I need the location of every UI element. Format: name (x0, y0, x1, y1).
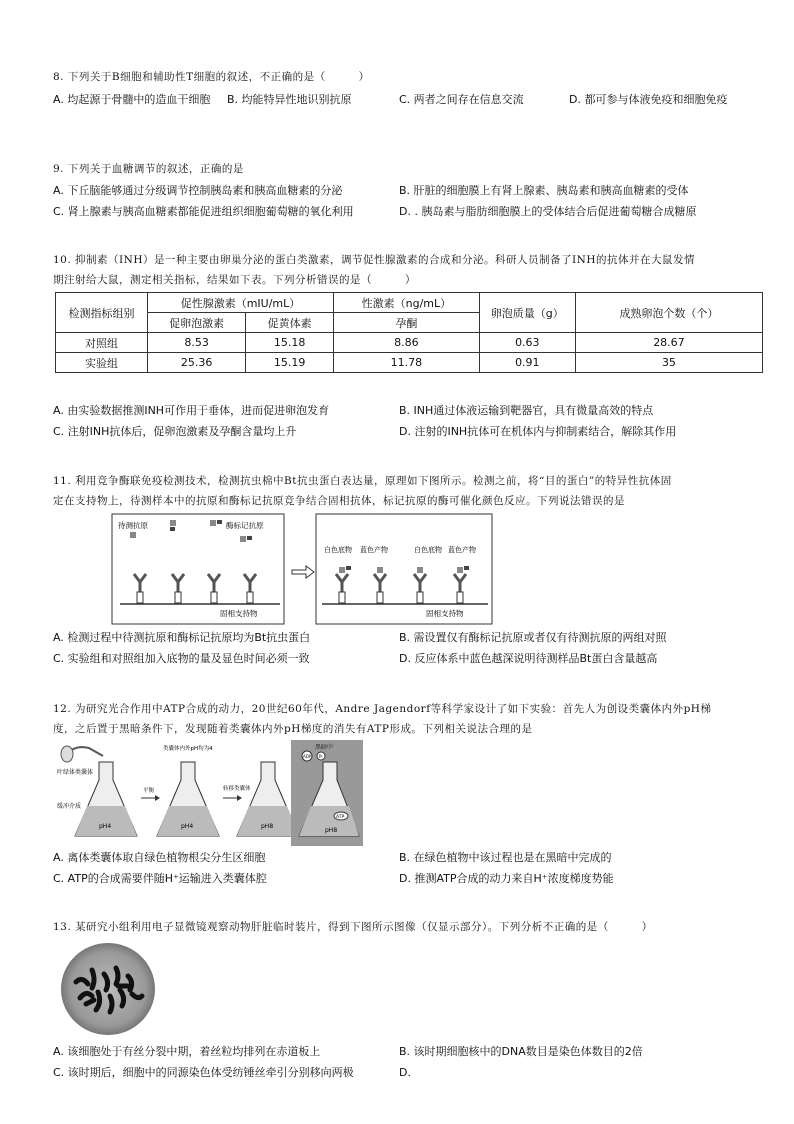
label-atp: ATP (336, 815, 345, 820)
q13-micrograph (58, 940, 158, 1038)
label-blue-product-2: 蓝色产物 (448, 546, 476, 554)
q12-stem-line2: 度，之后置于黑暗条件下，发现随着类囊体内外pH梯度的消失有ATP形成。下列相关说法合理的是 (53, 723, 533, 735)
table-cell: 对照组 (56, 333, 148, 353)
q8-option-b: B. 均能特异性地识别抗原 (227, 93, 352, 106)
q11-stem-line2: 定在支持物上，待测样本中的抗原和酶标记抗原竞争结合固相抗体，标记抗原的酶可催化颜色反应。下列说法错误的是 (53, 495, 625, 507)
q10-data-table (55, 292, 763, 373)
q12-option-d: D. 推测ATP合成的动力来自H⁺浓度梯度势能 (399, 872, 614, 885)
q13-option-a: A. 该细胞处于有丝分裂中期，着丝粒均排列在赤道板上 (53, 1045, 321, 1058)
table-row (56, 353, 763, 373)
q8-stem: 8. 下列关于B细胞和辅助性T细胞的叙述，不正确的是（ ） (53, 71, 370, 83)
table-header-progesterone: 孕酮 (334, 313, 480, 333)
table-cell: 0.91 (479, 353, 575, 373)
label-ph4-flask1: pH4 (99, 823, 112, 830)
table-cell: 0.63 (479, 333, 575, 353)
q11-elisa-figure (110, 512, 500, 627)
table-header-group: 检测指标组别 (56, 293, 148, 333)
table-cell: 15.19 (246, 353, 334, 373)
label-blue-product-1: 蓝色产物 (360, 546, 388, 554)
q9-option-d: D. . 胰岛素与脂肪细胞膜上的受体结合后促进葡萄糖合成糖原 (399, 205, 697, 218)
label-ph4-flask2: pH4 (181, 823, 194, 830)
label-in-dark: 黑暗中 (315, 744, 334, 751)
label-white-substrate-1: 白色底物 (324, 546, 352, 554)
q10-stem-line2: 期注射给大鼠，测定相关指标，结果如下表。下列分析错误的是（ ） (53, 274, 416, 286)
q9-stem: 9. 下列关于血糖调节的叙述，正确的是 (53, 163, 244, 175)
label-ph8-flask4: pH8 (325, 827, 338, 834)
label-buffer: 缓冲介质 (57, 803, 82, 810)
q9-option-c: C. 肾上腺素与胰高血糖素都能促进组织细胞葡萄糖的氧化利用 (53, 205, 354, 218)
q9-option-b: B. 肝脏的细胞膜上有肾上腺素、胰岛素和胰高血糖素的受体 (399, 184, 689, 197)
q11-stem-line1: 11. 利用竞争酶联免疫检测技术，检测抗虫棉中Bt抗虫蛋白表达量，原理如下图所示。检测之前，将“目的蛋白”的特异性抗体固 (53, 475, 672, 487)
label-enzyme-labeled-antigen: 酶标记抗原 (226, 521, 264, 530)
q11-option-b: B. 需设置仅有酶标记抗原或者仅有待测抗原的两组对照 (399, 631, 667, 644)
q10-option-c: C. 注射INH抗体后，促卵泡激素及孕酮含量均上升 (53, 425, 297, 438)
table-cell: 35 (575, 353, 762, 373)
label-inside-outside-ph4: 类囊体内外pH均为4 (163, 746, 213, 752)
label-test-antigen: 待测抗原 (118, 521, 148, 530)
table-header-fsh: 促卵泡激素 (147, 313, 245, 333)
q13-option-d: D. (399, 1066, 411, 1079)
q8-option-a: A. 均起源于骨髓中的造血干细胞 (53, 93, 211, 106)
label-adp-top: ADP (303, 754, 312, 759)
table-cell: 25.36 (147, 353, 245, 373)
q11-option-c: C. 实验组和对照组加入底物的量及显色时间必须一致 (53, 652, 310, 665)
q12-option-a: A. 离体类囊体取自绿色植物根尖分生区细胞 (53, 851, 266, 864)
label-transfer-thylakoid: 转移类囊体 (223, 786, 251, 792)
table-cell: 28.67 (575, 333, 762, 353)
q11-option-d: D. 反应体系中蓝色越深说明待测样品Bt蛋白含量越高 (399, 652, 658, 665)
table-cell: 11.78 (334, 353, 480, 373)
q12-flask-figure (55, 740, 365, 848)
q11-option-a: A. 检测过程中待测抗原和酶标记抗原均为Bt抗虫蛋白 (53, 631, 311, 644)
label-solid-support-right: 固相支持物 (426, 609, 464, 618)
q12-stem-line1: 12. 为研究光合作用中ATP合成的动力，20世纪60年代，Andre Jagendorf等科学家设计了如下实验：首先人为创设类囊体内外pH梯 (53, 703, 712, 715)
label-white-substrate-2: 白色底物 (414, 546, 442, 554)
table-header-follicle-mass: 卵泡质量（g） (479, 293, 575, 333)
q10-stem-line1: 10. 抑制素（INH）是一种主要由卵巢分泌的蛋白类激素，调节促性腺激素的合成和分泌。科研人员制备了INH的抗体并在大鼠发情 (53, 254, 696, 266)
label-pi-top: Pi (319, 754, 323, 759)
q10-option-a: A. 由实验数据推测INH可作用于垂体，进而促进卵泡发育 (53, 404, 330, 417)
q9-option-a: A. 下丘脑能够通过分级调节控制胰岛素和胰高血糖素的分泌 (53, 184, 343, 197)
table-row (56, 333, 763, 353)
table-header-gonadotropin: 促性腺激素（mIU/mL） (147, 293, 333, 313)
q13-option-c: C. 该时期后，细胞中的同源染色体受纺锤丝牵引分别移向两极 (53, 1066, 354, 1079)
q10-option-b: B. INH通过体液运输到靶器官，具有微量高效的特点 (399, 404, 654, 417)
label-solid-support-left: 固相支持物 (220, 609, 258, 618)
label-thylakoid: 叶绿体类囊体 (57, 769, 94, 776)
table-cell: 8.86 (334, 333, 480, 353)
q12-option-c: C. ATP的合成需要伴随H⁺运输进入类囊体腔 (53, 872, 267, 885)
table-cell: 实验组 (56, 353, 148, 373)
table-header-lh: 促黄体素 (246, 313, 334, 333)
q10-option-d: D. 注射的INH抗体可在机体内与抑制素结合，解除其作用 (399, 425, 677, 438)
table-header-sex-hormone: 性激素（ng/mL） (334, 293, 480, 313)
q13-option-b: B. 该时期细胞核中的DNA数目是染色体数目的2倍 (399, 1045, 643, 1058)
q12-option-b: B. 在绿色植物中该过程也是在黑暗中完成的 (399, 851, 612, 864)
table-header-follicle-count: 成熟卵泡个数（个） (575, 293, 762, 333)
q13-stem: 13. 某研究小组利用电子显微镜观察动物肝脏临时装片，得到下图所示图像（仅显示部分）。下列分析不正确的是（ ） (53, 921, 653, 933)
label-ph8-flask3: pH8 (261, 823, 274, 830)
q8-option-d: D. 都可参与体液免疫和细胞免疫 (569, 93, 728, 106)
label-equilibrate: 平衡 (143, 788, 155, 794)
q8-option-c: C. 两者之间存在信息交流 (399, 93, 524, 106)
table-cell: 8.53 (147, 333, 245, 353)
table-cell: 15.18 (246, 333, 334, 353)
